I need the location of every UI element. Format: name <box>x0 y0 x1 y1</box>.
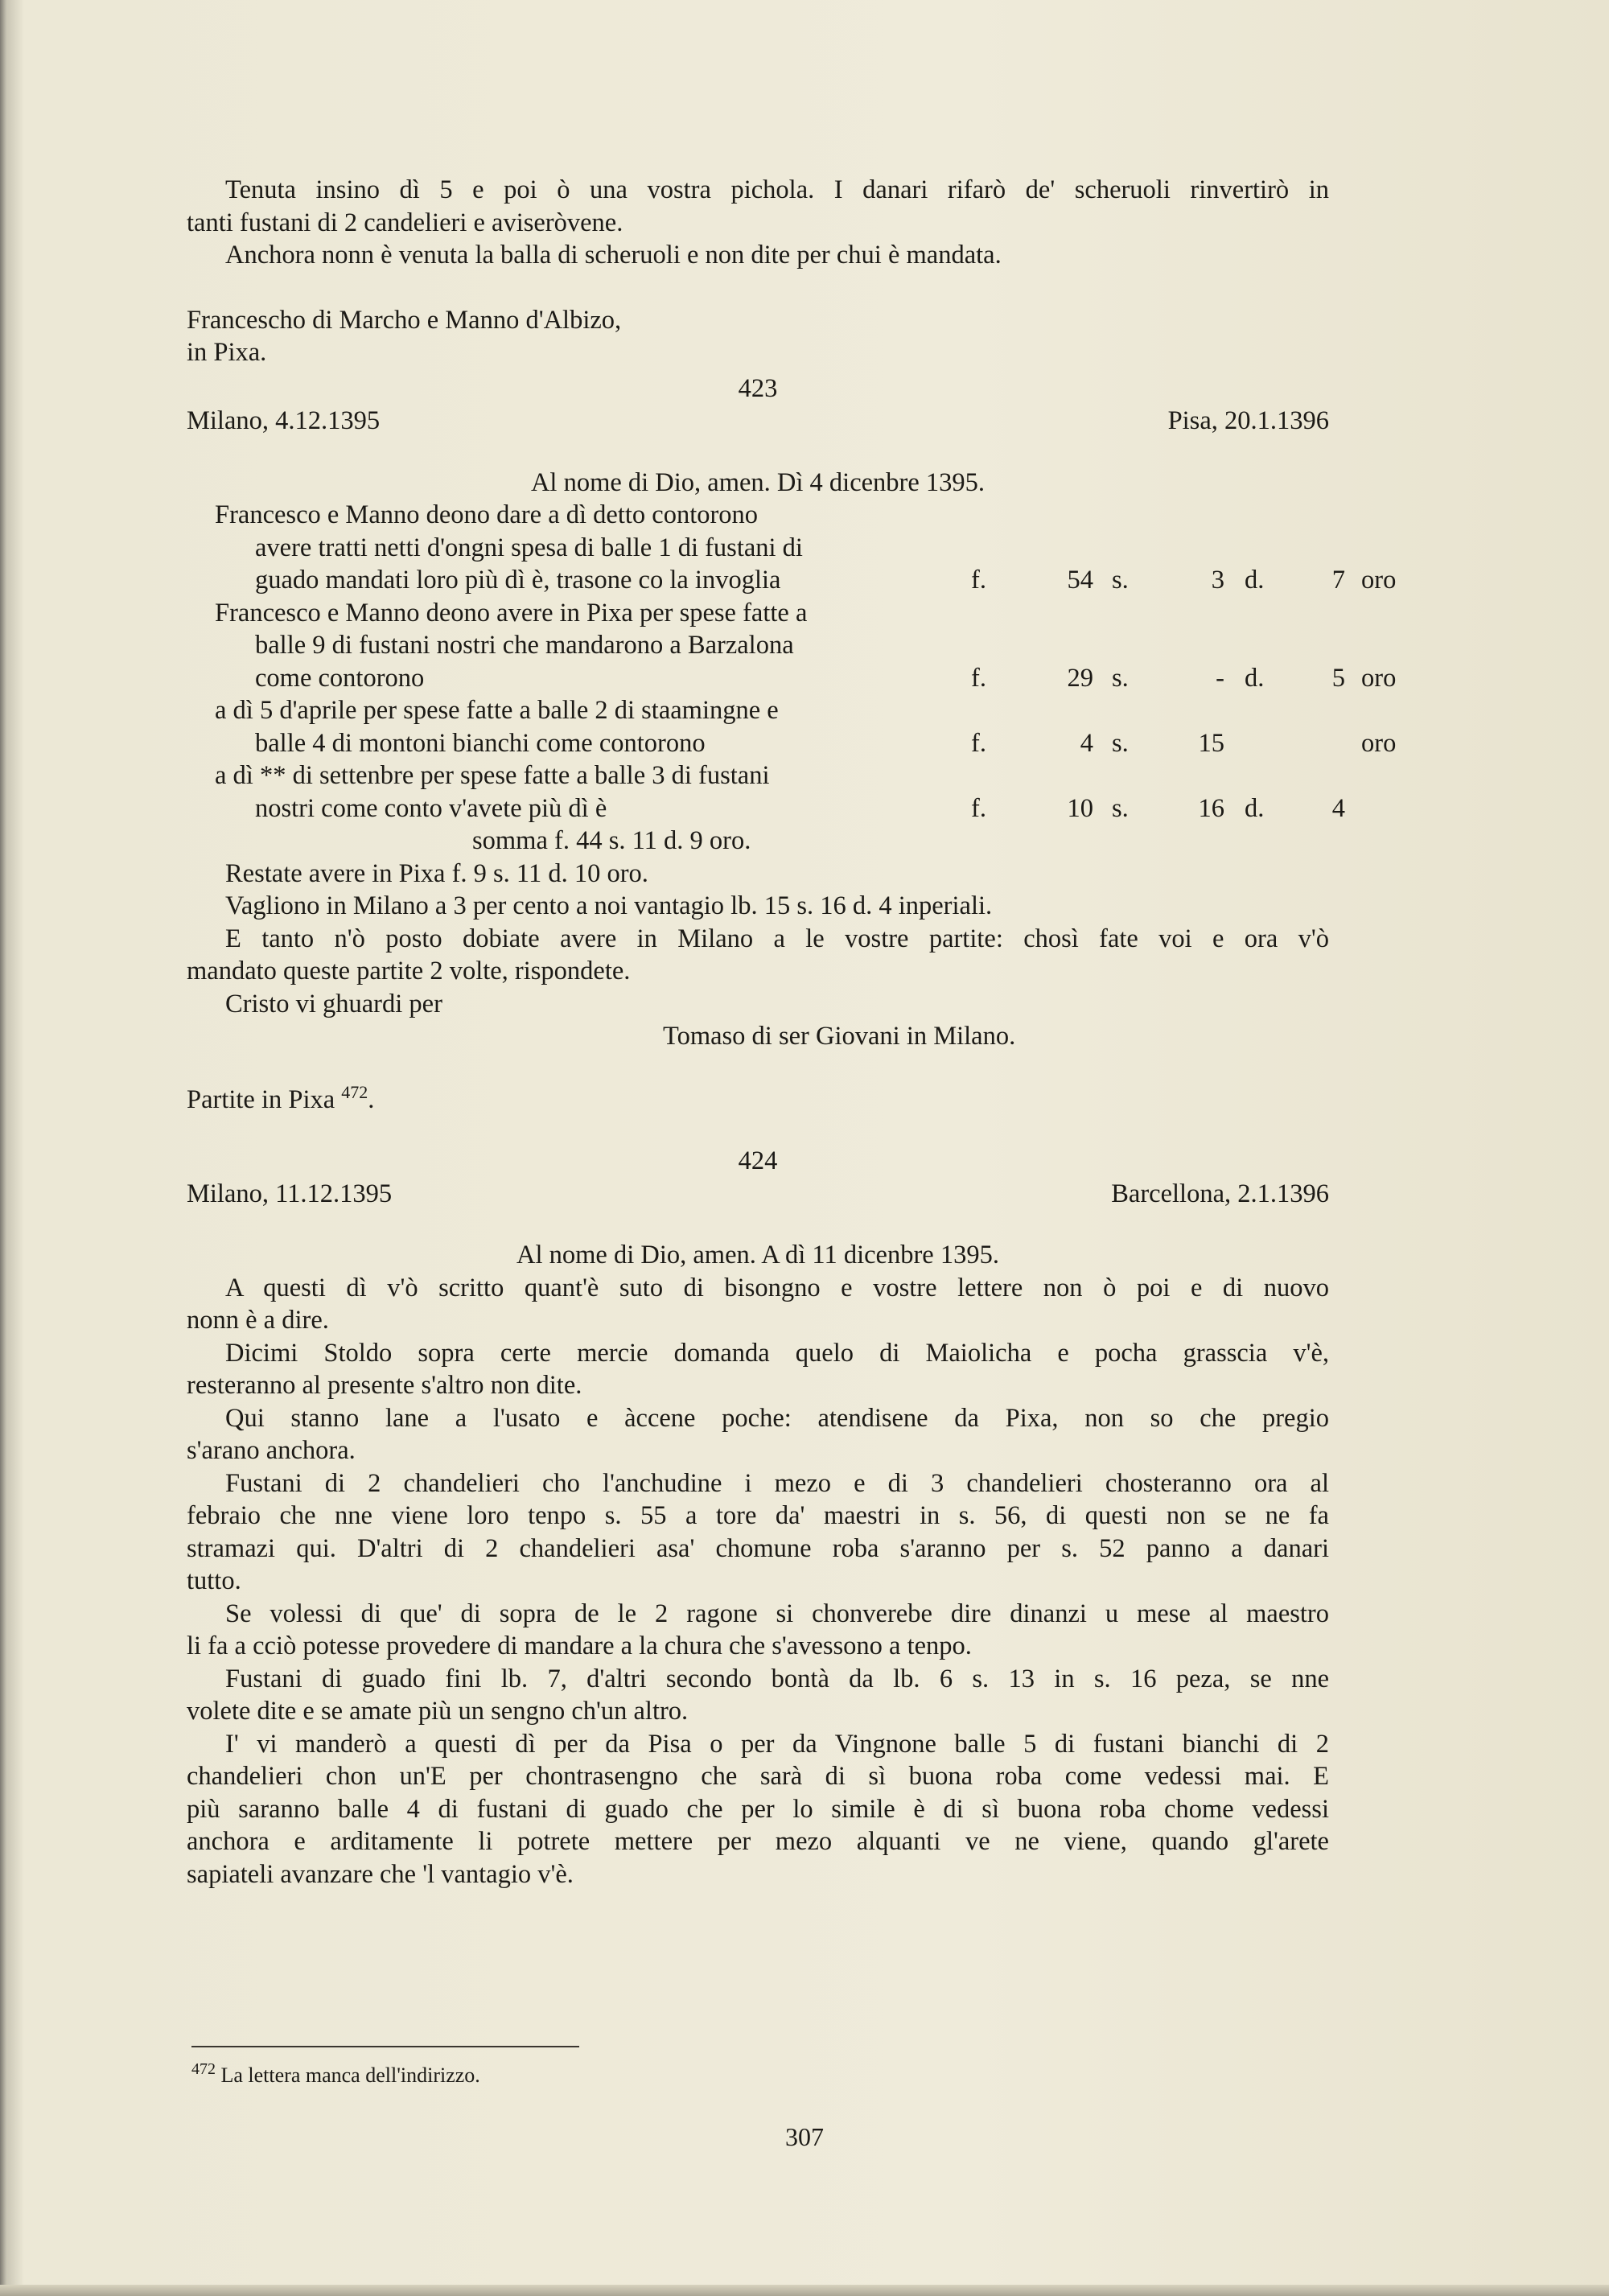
entry-amount-sv: 3 <box>1211 566 1224 595</box>
entry-amount-fv: 10 <box>1067 793 1093 823</box>
entry-amount-f: f. <box>971 663 986 693</box>
address-end: . <box>368 1084 375 1114</box>
address-line: Francescho di Marcho e Manno d'Albizo, <box>187 305 622 335</box>
footnote-ref: 472 <box>341 1081 368 1102</box>
entry-amount-sv: 15 <box>1198 728 1224 758</box>
entry-description: come contorono <box>255 663 425 693</box>
letter-text-line: li fa a cciò potesse provedere di mandare a la chura che s'avessono a tenpo. <box>187 1631 972 1660</box>
letter-text-line: I' vi manderò a questi dì per da Pisa o per da Vingnone balle 5 di fustani bianchi di 2 <box>225 1729 1329 1759</box>
letter-text-line: Fustani di guado fini lb. 7, d'altri secondo bontà da lb. 6 s. 13 in s. 16 peza, se nne <box>225 1664 1329 1693</box>
footnote-text: La lettera manca dell'indirizzo. <box>220 2064 480 2087</box>
letter-text-line: volete dite e se amate più un sengno ch'un altro. <box>187 1697 689 1726</box>
letter-text-line: s'arano anchora. <box>187 1436 356 1465</box>
entry-amount-fv: 54 <box>1067 566 1093 595</box>
account-sum: somma f. 44 s. 11 d. 9 oro. <box>472 826 751 855</box>
letter-text-line: tutto. <box>187 1566 241 1595</box>
letter-number: 423 <box>738 373 778 403</box>
entry-description: avere tratti netti d'ongni spesa di balle 1 di fustani di <box>255 533 803 562</box>
letter-destination: Pisa, 20.1.1396 <box>1167 406 1329 435</box>
letter-text-line: A questi dì v'ò scritto quant'è suto di bisongno e vostre lettere non ò poi e di nuovo <box>225 1273 1329 1302</box>
letter-text-line: sapiateli avanzare che 'l vantagio v'è. <box>187 1859 574 1889</box>
account-entry <box>187 532 1329 565</box>
address-text: Partite in Pixa <box>187 1084 335 1114</box>
letter-text-line: più saranno balle 4 di fustani di guado che per lo simile è di sì buona roba chome vedessi <box>187 1794 1329 1824</box>
entry-amount-d: d. <box>1245 663 1265 693</box>
account-entry <box>187 694 1329 727</box>
address-line: in Pixa. <box>187 338 267 367</box>
letter-destination: Barcellona, 2.1.1396 <box>1111 1179 1329 1208</box>
account-entry <box>187 759 1329 792</box>
letter-text-line: anchora e arditamente li potrete mettere per mezo alquanti ve ne viene, quando gl'arete <box>187 1827 1329 1856</box>
footnote <box>191 2060 480 2088</box>
entry-amount-sv: 16 <box>1198 793 1224 823</box>
letter-origin: Milano, 4.12.1395 <box>187 406 381 435</box>
account-entry <box>187 727 1397 760</box>
account-entry <box>187 629 1329 662</box>
entry-amount-s: s. <box>1112 663 1129 693</box>
entry-description: balle 9 di fustani nostri che mandarono a Barzalona <box>255 631 794 660</box>
letter-text-line: Fustani di 2 chandelieri cho l'anchudine i mezo e di 3 chandelieri chosteranno ora al <box>225 1468 1329 1498</box>
entry-amount-f: f. <box>971 728 986 758</box>
page-number: 307 <box>785 2122 824 2151</box>
account-list <box>187 499 1397 825</box>
letter-number: 424 <box>738 1146 778 1175</box>
entry-description: balle 4 di montoni bianchi come contorono <box>255 728 706 758</box>
spacer <box>187 1210 1329 1239</box>
entry-amount-oro: oro <box>1361 663 1397 693</box>
letter-text-line: Se volessi di que' di sopra de le 2 ragone si chonverebe dire dinanzi u mese al maestro <box>225 1599 1329 1628</box>
page-edge <box>0 2285 1609 2296</box>
entry-amount-d: d. <box>1245 566 1265 595</box>
letter-header-423 <box>187 405 1329 438</box>
account-entry <box>187 499 1329 532</box>
spacer <box>187 1053 1329 1084</box>
entry-amount-dv: 4 <box>1331 793 1345 823</box>
footnote-number: 472 <box>191 2060 216 2078</box>
intro-line: Anchora nonn è venuta la balla di scheruoli e non dite per chui è mandata. <box>225 241 1002 270</box>
entry-amount-oro: oro <box>1361 728 1397 758</box>
letter-origin: Milano, 11.12.1395 <box>187 1179 393 1208</box>
letter-text-line: Dicimi Stoldo sopra certe mercie domanda quelo di Maiolicha e pocha grasscia v'è, <box>225 1338 1329 1368</box>
entry-amount-dv: 5 <box>1331 663 1345 693</box>
footnote-rule <box>191 2046 579 2047</box>
letter-header-424 <box>187 1178 1329 1211</box>
entry-description: Francesco e Manno deono dare a dì detto contorono <box>215 500 759 529</box>
letter-closing: Cristo vi ghuardi per <box>225 989 442 1018</box>
entry-amount-f: f. <box>971 793 986 823</box>
entry-amount-fv: 4 <box>1080 728 1093 758</box>
entry-amount-f: f. <box>971 566 986 595</box>
account-entry <box>187 597 1329 630</box>
entry-description: a dì 5 d'aprile per spese fatte a balle 2 di staamingne e <box>215 696 779 725</box>
letter-text-line: mandato queste partite 2 volte, rispondete. <box>187 957 631 985</box>
letter-text-line: Qui stanno lane a l'usato e àccene poche: atendisene da Pixa, non so che pregio <box>225 1403 1329 1433</box>
account-entry <box>187 564 1397 597</box>
entry-amount-sv: - <box>1216 663 1224 693</box>
letter-text-line: resteranno al presente s'altro non dite. <box>187 1371 582 1400</box>
letter-signature: Tomaso di ser Giovani in Milano. <box>663 1022 1016 1051</box>
letter-text-line: Restate avere in Pixa f. 9 s. 11 d. 10 oro. <box>225 858 648 888</box>
spacer <box>187 438 1329 467</box>
intro-line: tanti fustani di 2 candelieri e aviseròvene. <box>187 208 623 237</box>
entry-description: a dì ** di settenbre per spese fatte a balle 3 di fustani <box>215 761 770 790</box>
letter-text-line: Vagliono in Milano a 3 per cento a noi vantagio lb. 15 s. 16 d. 4 inperiali. <box>225 891 993 920</box>
letter-heading: Al nome di Dio, amen. Dì 4 dicenbre 1395. <box>530 467 986 497</box>
letter-text-line: stramazi qui. D'altri di 2 chandelieri asa' chomune roba s'aranno per s. 52 panno a danari <box>187 1533 1329 1563</box>
entry-amount-d: d. <box>1245 793 1265 823</box>
entry-description: nostri come conto v'avete più dì è <box>255 793 607 823</box>
entry-amount-dv: 7 <box>1331 566 1345 595</box>
account-entry <box>187 792 1345 825</box>
letter-text-line: chandelieri chon un'E per chontrasengno che sarà di sì buona roba come vedessi mai. E <box>187 1762 1329 1791</box>
main-text <box>187 174 1397 1891</box>
letter-text-line: febraio che nne viene loro tenpo s. 55 a tore da' maestri in s. 56, di questi non se ne fa <box>187 1501 1329 1530</box>
entry-amount-s: s. <box>1112 566 1129 595</box>
spacer <box>187 272 1329 304</box>
letter-heading: Al nome di Dio, amen. A dì 11 dicenbre 1395. <box>516 1241 999 1269</box>
account-entry <box>187 662 1397 695</box>
entry-description: guado mandati loro più dì è, trasone co la invoglia <box>255 566 781 595</box>
entry-amount-s: s. <box>1112 793 1129 823</box>
letter-text-line: E tanto n'ò posto dobiate avere in Milano a le vostre partite: chosì fate voi e ora v'ò <box>225 924 1329 953</box>
entry-description: Francesco e Manno deono avere in Pixa per spese fatte a <box>215 598 808 627</box>
letter-address <box>187 1081 1329 1117</box>
entry-amount-oro: oro <box>1361 566 1397 595</box>
entry-amount-fv: 29 <box>1067 663 1093 693</box>
intro-line: Tenuta insino dì 5 e poi ò una vostra pichola. I danari rifarò de' scheruoli rinvertirò in <box>225 175 1329 204</box>
entry-amount-s: s. <box>1112 728 1129 758</box>
letter-body <box>187 1272 1329 1891</box>
letter-text-line: nonn è a dire. <box>187 1306 329 1335</box>
